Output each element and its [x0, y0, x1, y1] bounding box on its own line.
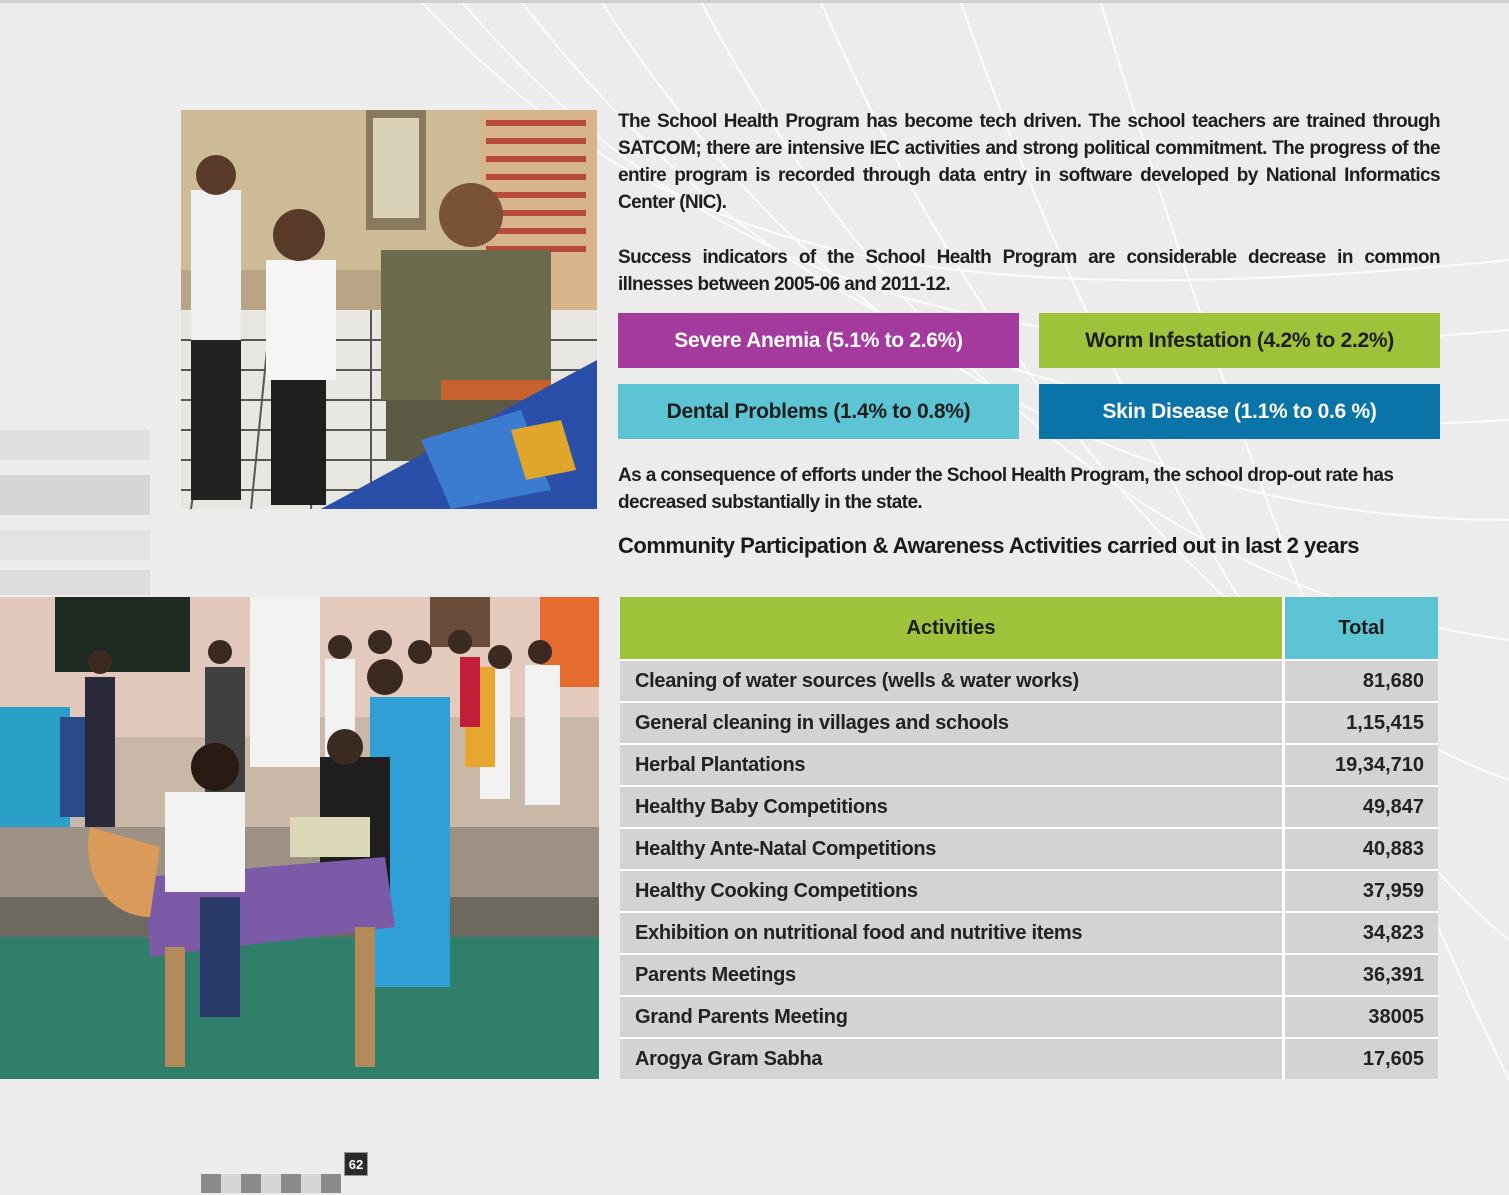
- header-activities: Activities: [620, 597, 1285, 659]
- header-total: Total: [1285, 597, 1438, 659]
- activity-cell: Healthy Baby Competitions: [620, 787, 1285, 827]
- total-cell: 1,15,415: [1346, 711, 1424, 734]
- activity-cell: Herbal Plantations: [620, 745, 1285, 785]
- table-row: [620, 1037, 1438, 1079]
- table-row: [620, 953, 1438, 995]
- table-row: [620, 911, 1438, 953]
- page-number: 62: [344, 1152, 368, 1176]
- table-row: [620, 995, 1438, 1037]
- table-row: [620, 785, 1438, 827]
- indicator-worm-infestation: Worm Infestation (4.2% to 2.2%): [1039, 313, 1440, 368]
- table-row: [620, 701, 1438, 743]
- activity-cell: Grand Parents Meeting: [620, 997, 1285, 1037]
- activity-cell: Healthy Cooking Competitions: [620, 871, 1285, 911]
- activity-cell: Exhibition on nutritional food and nutritive items: [620, 913, 1285, 953]
- page-footer: [201, 1152, 371, 1195]
- success-indicators-paragraph: Success indicators of the School Health Program are considerable decrease in common illnesses between 2005-06 and 2011-12.: [618, 247, 1440, 295]
- photo-health-checkup: [181, 110, 597, 509]
- activity-cell: Parents Meetings: [620, 955, 1285, 995]
- activity-cell: Cleaning of water sources (wells & water works): [620, 661, 1285, 701]
- table-header: [620, 597, 1438, 659]
- intro-paragraph: The School Health Program has become tech driven. The school teachers are trained through SATCOM; there are intensive IEC activities and strong political commitment. The progress of the entire program is recorded through data entry in software developed by National Informatics Center (NIC).: [618, 111, 1440, 213]
- total-cell: 38005: [1368, 1005, 1424, 1028]
- activity-cell: General cleaning in villages and schools: [620, 703, 1285, 743]
- indicator-skin-disease: Skin Disease (1.1% to 0.6 %): [1039, 384, 1440, 439]
- total-cell: 81,680: [1362, 669, 1424, 692]
- total-cell: 17,605: [1362, 1047, 1424, 1070]
- total-cell: 37,959: [1362, 879, 1424, 902]
- footer-decorative-squares: [201, 1174, 341, 1193]
- activity-cell: Arogya Gram Sabha: [620, 1039, 1285, 1079]
- total-cell: 19,34,710: [1335, 753, 1424, 776]
- total-cell: 36,391: [1362, 963, 1424, 986]
- table-row: [620, 743, 1438, 785]
- indicator-severe-anemia: Severe Anemia (5.1% to 2.6%): [618, 313, 1019, 368]
- photo-community-event: [0, 597, 599, 1079]
- indicator-dental-problems: Dental Problems (1.4% to 0.8%): [618, 384, 1019, 439]
- activity-cell: Healthy Ante-Natal Competitions: [620, 829, 1285, 869]
- total-cell: 49,847: [1362, 795, 1424, 818]
- table-row: [620, 827, 1438, 869]
- consequence-paragraph: As a consequence of efforts under the School Health Program, the school drop-out rate has decreased substantially in the state.: [618, 465, 1394, 513]
- section-heading: Community Participation & Awareness Activities carried out in last 2 years: [618, 533, 1360, 558]
- activities-table: [620, 597, 1438, 1079]
- table-row: [620, 869, 1438, 911]
- total-cell: 34,823: [1362, 921, 1424, 944]
- total-cell: 40,883: [1362, 837, 1424, 860]
- decorative-bands: [0, 420, 150, 600]
- table-row: [620, 659, 1438, 701]
